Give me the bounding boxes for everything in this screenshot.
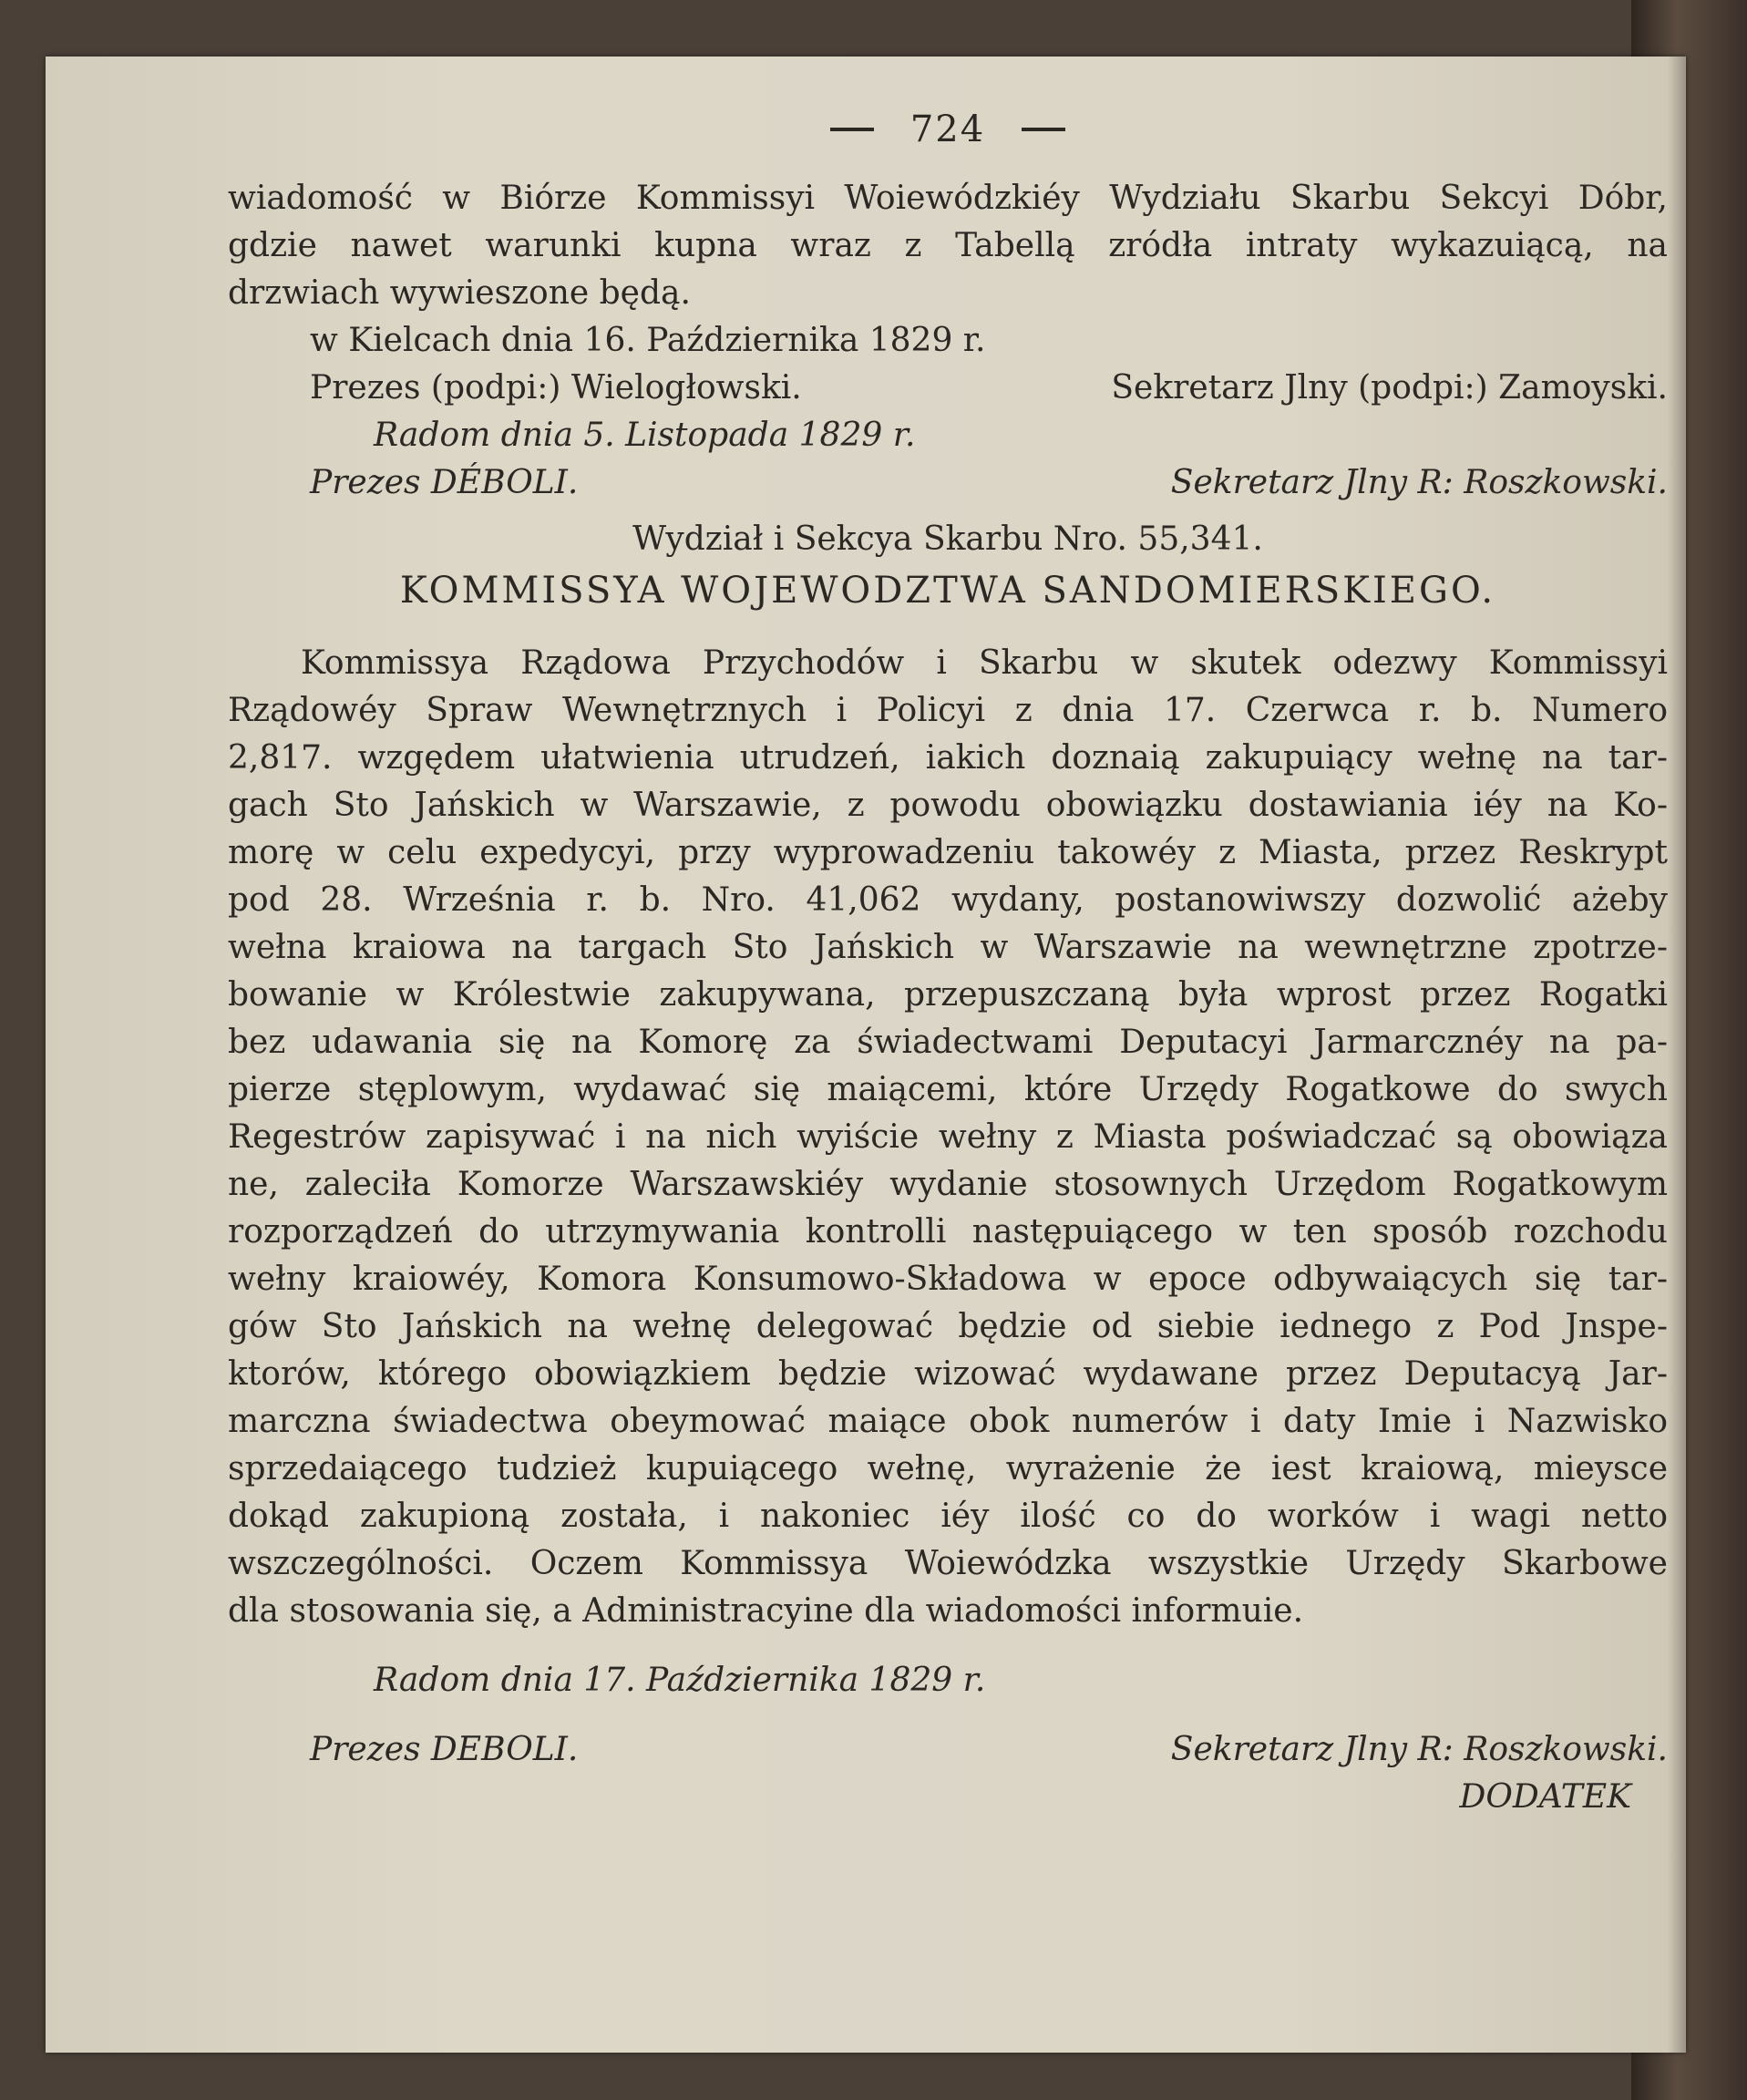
text-line: rozporządzeń do utrzymywania kontrolli następuiącego w ten sposób rozchodu bbox=[228, 1213, 1668, 1251]
notice-body bbox=[228, 640, 1668, 1635]
text-line: 2,817. wzgędem ułatwienia utrudzeń, iakich doznaią zakupuiący wełnę na tar- bbox=[228, 739, 1668, 777]
notice-heading: KOMMISSYA WOJEWODZTWA SANDOMIERSKIEGO. bbox=[399, 570, 1496, 612]
text-line: gów Sto Jańskich na wełnę delegować będzie od siebie iednego z Pod Jnspe- bbox=[228, 1308, 1668, 1345]
text-line: wełna kraiowa na targach Sto Jańskich w Warszawie na wewnętrzne zpotrze- bbox=[228, 929, 1668, 966]
president-signature: Prezes DEBOLI. bbox=[310, 1731, 579, 1768]
text-line: gdzie nawet warunki kupna wraz z Tabellą zródła intraty wykazuiącą, na bbox=[228, 227, 1668, 264]
secretary-signature: Sekretarz Jlny R: Roszkowski. bbox=[1170, 1731, 1668, 1768]
header-dash-right bbox=[1022, 128, 1065, 131]
paragraph-continuation bbox=[228, 175, 1668, 317]
text-line: gach Sto Jańskich w Warszawie, z powodu obowiązku dostawiania iéy na Ko- bbox=[228, 787, 1668, 824]
president-signature: Prezes DÉBOLI. bbox=[310, 464, 579, 501]
signature-row bbox=[228, 1726, 1668, 1774]
president-signature: Prezes (podpi:) Wielogłowski. bbox=[310, 369, 802, 407]
text-line: bez udawania się na Komorę za świadectwami Deputacyi Jarmarcznéy na pa- bbox=[228, 1024, 1668, 1061]
text-line: marczna świadectwa obeymować maiące obok numerów i daty Imie i Nazwisko bbox=[228, 1403, 1668, 1440]
page-number: 724 bbox=[909, 108, 986, 150]
text-line: Regestrów zapisywać i na nich wyiście wełny z Miasta poświadczać są obowiąza bbox=[228, 1118, 1668, 1156]
text-area bbox=[228, 93, 1668, 1821]
text-line: wełny kraiowéy, Komora Konsumowo-Składowa w epoce odbywaiących się tar- bbox=[228, 1261, 1668, 1298]
issue-date: Radom dnia 17. Października 1829 r. bbox=[374, 1662, 986, 1699]
secretary-signature: Sekretarz Jlny (podpi:) Zamoyski. bbox=[1111, 369, 1668, 407]
text-line: drzwiach wywieszone będą. bbox=[228, 274, 691, 312]
text-line: bowanie w Królestwie zakupywana, przepuszczaną była wprost przez Rogatki bbox=[228, 976, 1668, 1014]
page-header bbox=[228, 93, 1668, 166]
text-line: sprzedaiącego tudzież kupuiącego wełnę, wyrażenie że iest kraiową, mieysce bbox=[228, 1450, 1668, 1488]
text-line: Rządowéy Spraw Wewnętrznych i Policyi z dnia 17. Czerwca r. b. Numero bbox=[228, 692, 1668, 729]
text-line: ne, zaleciła Komorze Warszawskiéy wydanie stosownych Urzędom Rogatkowym bbox=[228, 1166, 1668, 1203]
issue-date: Radom dnia 5. Listopada 1829 r. bbox=[374, 417, 916, 454]
signature-row bbox=[228, 459, 1668, 507]
text-line: ktorów, którego obowiązkiem będzie wizować wydawane przez Deputacyą Jar- bbox=[228, 1355, 1668, 1393]
text-line: pierze stęplowym, wydawać się maiącemi, które Urzędy Rogatkowe do swych bbox=[228, 1071, 1668, 1108]
text-line: Kommissya Rządowa Przychodów i Skarbu w skutek odezwy Kommissyi bbox=[301, 644, 1668, 682]
secretary-signature: Sekretarz Jlny R: Roszkowski. bbox=[1170, 464, 1668, 501]
header-dash-left bbox=[830, 128, 874, 131]
text-line: wiadomość w Biórze Kommissyi Woiewódzkiéy Wydziału Skarbu Sekcyi Dóbr, bbox=[228, 180, 1668, 217]
document-page bbox=[46, 57, 1686, 2053]
catchword: DODATEK bbox=[1459, 1778, 1631, 1816]
text-line: dla stosowania się, a Administracyine dla wiadomości informuie. bbox=[228, 1592, 1304, 1630]
signature-row bbox=[228, 365, 1668, 412]
text-line: wszczególności. Oczem Kommissya Woiewódzka wszystkie Urzędy Skarbowe bbox=[228, 1545, 1668, 1582]
issue-date: w Kielcach dnia 16. Października 1829 r. bbox=[310, 322, 986, 359]
text-line: morę w celu expedycyi, przy wyprowadzeniu takowéy z Miasta, przez Reskrypt bbox=[228, 834, 1668, 871]
reference-number: Wydział i Sekcya Skarbu Nro. 55,341. bbox=[632, 520, 1263, 558]
text-line: dokąd zakupioną została, i nakoniec iéy ilość co do worków i wagi netto bbox=[228, 1498, 1668, 1535]
page-fold-shadow bbox=[1668, 57, 1686, 2053]
text-line: pod 28. Września r. b. Nro. 41,062 wydany, postanowiwszy dozwolić ażeby bbox=[228, 881, 1668, 919]
